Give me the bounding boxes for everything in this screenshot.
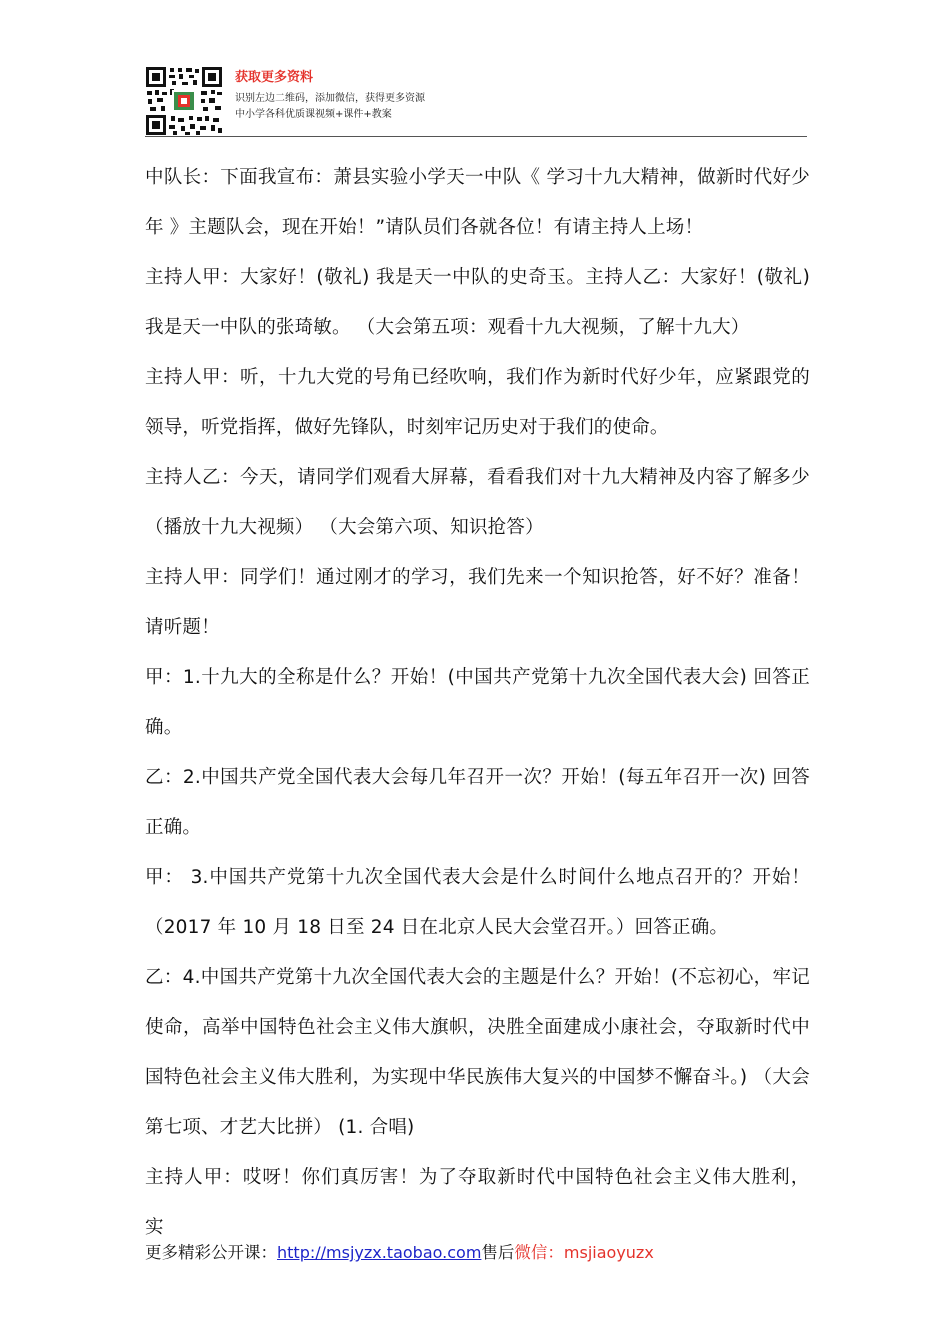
- paragraph-question-4: 乙：4.中国共产党第十九次全国代表大会的主题是什么？开始！(不忘初心，牢记使命，高举中国特色社会主义伟大旗帜，决胜全面建成小康社会，夺取新时代中国特色社会主义伟大胜利，为实现中华民族伟大复兴的中国梦不懈奋斗。) （大会第七项、才艺大比拼） (1. 合唱): [145, 967, 810, 1138]
- paragraph-opening: 中队长：下面我宣布：萧县实验小学天一中队《 学习十九大精神，做新时代好少年 》主题队会，现在开始！”请队员们各就各位！有请主持人上场！: [145, 167, 810, 238]
- header-divider: [145, 136, 807, 137]
- header-line-2: 中小学各科优质课视频+课件+教案: [235, 109, 392, 120]
- paragraph-hosts-greeting: 主持人甲：大家好！(敬礼) 我是天一中队的史奇玉。主持人乙：大家好！(敬礼) 我是天一中队的张琦敏。 （大会第五项：观看十九大视频，了解十九大）: [145, 267, 810, 338]
- header-promo: [235, 69, 425, 123]
- footer-wechat-label: 微信：: [514, 1243, 564, 1262]
- paragraph-question-3: 甲： 3.中国共产党第十九次全国代表大会是什么时间什么地点召开的？开始！（2017 年 10 月 18 日至 24 日在北京人民大会堂召开。）回答正确。: [145, 867, 810, 938]
- header-title: 获取更多资料: [235, 70, 314, 85]
- paragraph-host-b-video: 主持人乙：今天，请同学们观看大屏幕，看看我们对十九大精神及内容了解多少（播放十九大视频） （大会第六项、知识抢答）: [145, 467, 810, 538]
- page-footer: [145, 1241, 654, 1265]
- header-line-1: 识别左边二维码，添加微信，获得更多资源: [235, 93, 425, 104]
- paragraph-host-a-praise: 主持人甲：哎呀！你们真厉害！为了夺取新时代中国特色社会主义伟大胜利，实: [145, 1167, 810, 1238]
- paragraph-question-2: 乙：2.中国共产党全国代表大会每几年召开一次？开始！(每五年召开一次) 回答正确。: [145, 767, 810, 838]
- qr-code-icon[interactable]: [145, 66, 223, 136]
- paragraph-question-1: 甲：1.十九大的全称是什么？开始！(中国共产党第十九次全国代表大会) 回答正确。: [145, 667, 810, 738]
- footer-shop-link[interactable]: http://msjyzx.taobao.com: [277, 1243, 482, 1262]
- footer-prefix: 更多精彩公开课：: [145, 1243, 277, 1262]
- paragraph-host-a-listen: 主持人甲：听，十九大党的号角已经吹响，我们作为新时代好少年，应紧跟党的领导，听党指挥，做好先锋队，时刻牢记历史对于我们的使命。: [145, 367, 810, 438]
- footer-after-sale: 售后: [481, 1243, 515, 1262]
- footer-wechat-id: msjiaoyuzx: [563, 1243, 654, 1262]
- page-header: [145, 63, 807, 139]
- paragraph-host-a-quiz: 主持人甲：同学们！通过刚才的学习，我们先来一个知识抢答，好不好？准备！请听题！: [145, 567, 810, 638]
- document-body: [145, 153, 810, 1253]
